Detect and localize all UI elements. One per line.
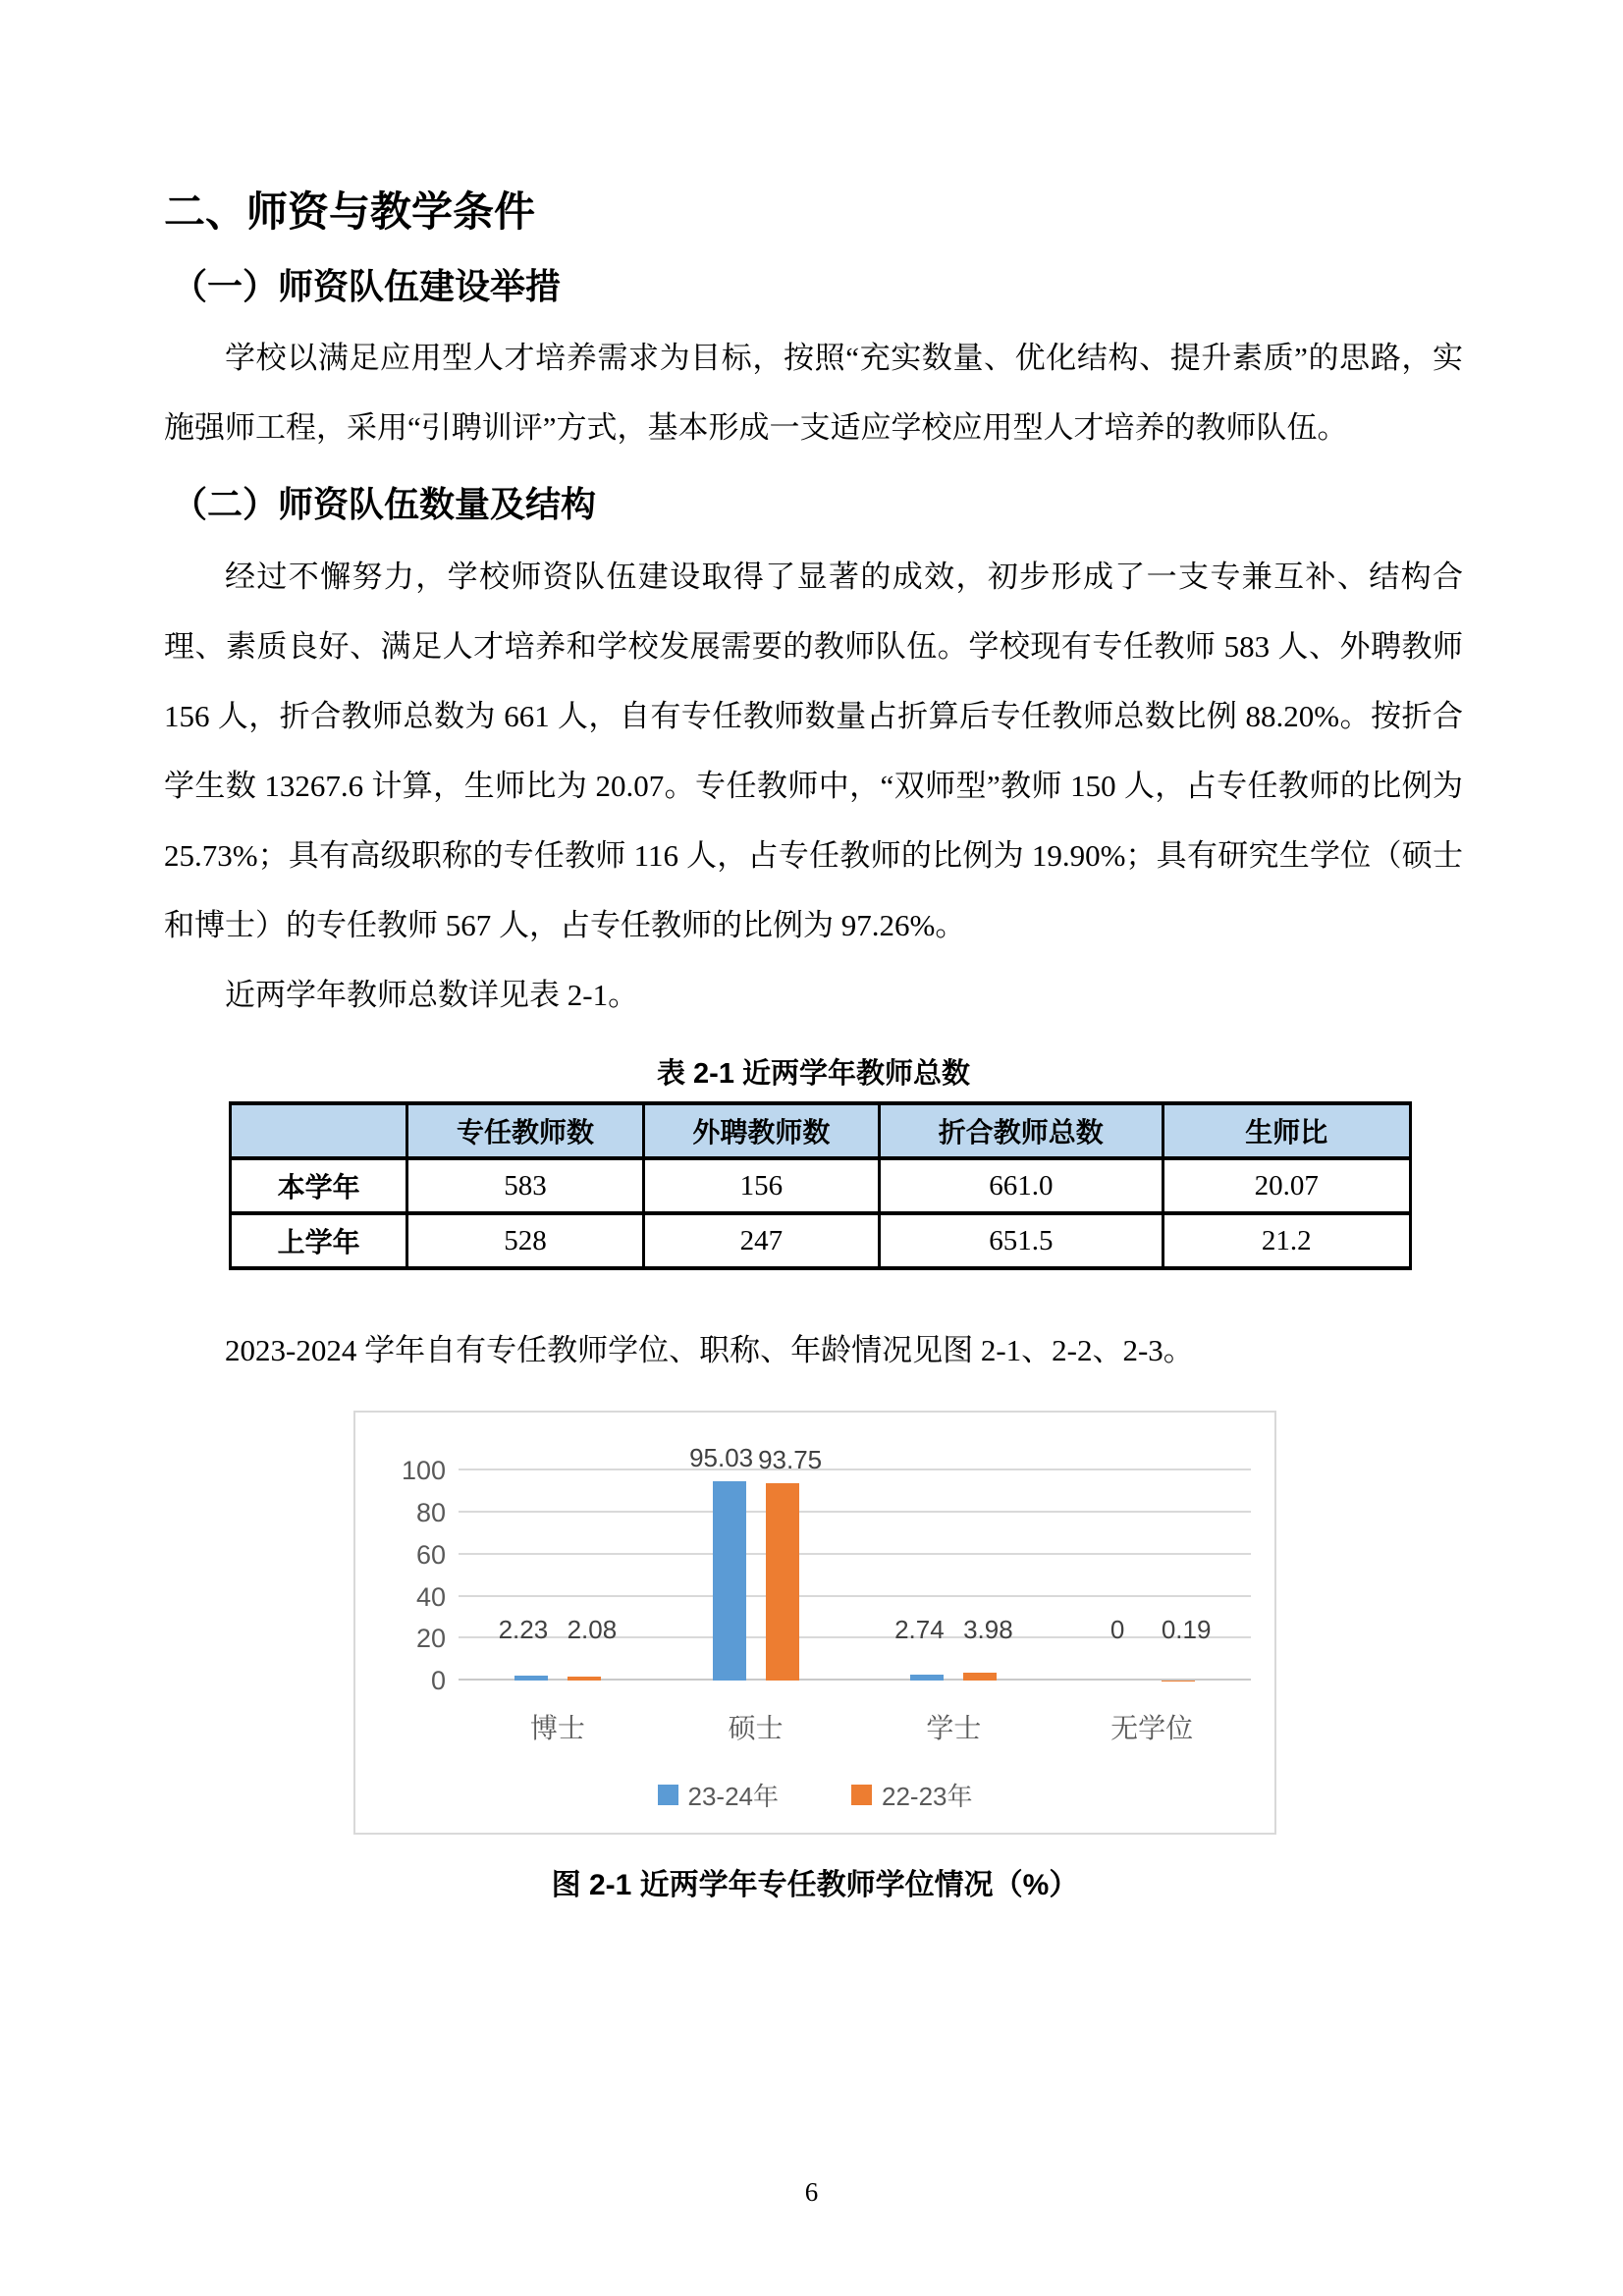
table-header-cell: [231, 1103, 407, 1158]
page-number: 6: [804, 2177, 819, 2207]
subsection-heading-1: （一）师资队伍建设举措: [172, 265, 562, 306]
legend-label: 23-24年: [687, 1782, 779, 1812]
bar-group: [855, 1470, 1054, 1681]
x-axis-category-label: 博士: [529, 1713, 585, 1744]
table-header-cell: 折合教师总数: [880, 1103, 1163, 1158]
value-cell: 651.5: [880, 1213, 1163, 1268]
bar-group: [1053, 1470, 1251, 1681]
section-heading: 二、师资与教学条件: [164, 188, 536, 235]
bar-value-label: 0.19: [1161, 1615, 1212, 1645]
teacher-totals-table: [229, 1101, 1412, 1270]
y-axis-tick-label: 0: [430, 1666, 446, 1696]
value-cell: 156: [643, 1158, 879, 1213]
bar-value-label: 2.08: [567, 1615, 618, 1645]
x-axis-category-label: 无学位: [1110, 1713, 1194, 1744]
value-cell: 21.2: [1163, 1213, 1410, 1268]
bar-23-24年-博士: [514, 1676, 548, 1681]
table-title: 表 2-1 近两学年教师总数: [656, 1058, 971, 1091]
table-header-cell: 生师比: [1163, 1103, 1410, 1158]
bar-value-label: 95.03: [689, 1442, 754, 1472]
bar-22-23年-博士: [568, 1677, 601, 1681]
bar-value-label: 2.23: [498, 1615, 549, 1645]
legend-swatch-icon: [658, 1785, 678, 1805]
x-axis-category-label: 硕士: [728, 1713, 784, 1744]
bar-22-23年-硕士: [766, 1483, 799, 1681]
value-cell: 247: [643, 1213, 879, 1268]
row-label-cell: 上学年: [231, 1213, 407, 1268]
paragraph-table-ref: 近两学年教师总数详见表 2-1。: [225, 978, 639, 1013]
legend-item: [851, 1777, 973, 1813]
bar-value-label: 93.75: [758, 1445, 823, 1475]
paragraph-figure-ref: 2023-2024 学年自有专任教师学位、职称、年龄情况见图 2-1、2-2、2-3。: [225, 1333, 1194, 1368]
bar-group: [459, 1470, 657, 1681]
y-axis-tick-label: 40: [415, 1581, 446, 1612]
bar-22-23年-学士: [963, 1673, 997, 1682]
value-cell: 528: [407, 1213, 643, 1268]
y-axis-tick-label: 100: [401, 1456, 446, 1486]
legend-label: 22-23年: [882, 1782, 973, 1812]
table-row: [231, 1158, 1411, 1213]
bar-23-24年-学士: [910, 1675, 944, 1681]
y-axis-tick-label: 60: [415, 1539, 446, 1570]
bar-23-24年-硕士: [713, 1481, 746, 1681]
chart-legend: [355, 1777, 1274, 1813]
value-cell: 20.07: [1163, 1158, 1410, 1213]
paragraph-measures: 学校以满足应用型人才培养需求为目标，按照“充实数量、优化结构、提升素质”的思路，实施强师工程，采用“引聘训评”方式，基本形成一支适应学校应用型人才培养的教师队伍。: [164, 341, 1463, 446]
x-axis-category-label: 学士: [926, 1713, 982, 1744]
bar-value-label: 3.98: [963, 1615, 1013, 1645]
row-label-cell: 本学年: [231, 1158, 407, 1213]
y-axis-tick-label: 80: [415, 1497, 446, 1527]
legend-item: [658, 1777, 780, 1813]
paragraph-structure: 经过不懈努力，学校师资队伍建设取得了显著的成效，初步形成了一支专兼互补、结构合理、素质良好、满足人才培养和学校发展需要的教师队伍。学校现有专任教师 583 人、外聘教师 156 人，折合教师总数为 661 人，自有专任教师数量占折算后专任教师总数比例 88.20%。按折合学生数 13267.6 计算，生师比为 20.07。专任教师中，“双师型”教师 150 人，占专任教师的比例为 25.73%；具有高级职称的专任教师 116 人，占专任教师的比例为 19.90%；具有研究生学位（硕士和博士）的专任教师 567 人，占专任教师的比例为 97.26%。: [164, 560, 1463, 943]
value-cell: 583: [407, 1158, 643, 1213]
table-header-cell: 外聘教师数: [643, 1103, 879, 1158]
bar-value-label: 0: [1109, 1615, 1125, 1645]
subsection-heading-2: （二）师资队伍数量及结构: [172, 484, 597, 525]
table-header-row: [231, 1103, 1411, 1158]
bar-value-label: 2.74: [894, 1615, 945, 1645]
value-cell: 661.0: [880, 1158, 1163, 1213]
bar-chart: [353, 1411, 1276, 1835]
table-header-cell: 专任教师数: [407, 1103, 643, 1158]
table-row: [231, 1213, 1411, 1268]
legend-swatch-icon: [851, 1785, 872, 1805]
degree-chart-figure: [353, 1411, 1276, 1903]
figure-caption: 图 2-1 近两学年专任教师学位情况（%）: [551, 1869, 1079, 1902]
bar-group: [657, 1442, 855, 1681]
y-axis-tick-label: 20: [415, 1624, 446, 1654]
